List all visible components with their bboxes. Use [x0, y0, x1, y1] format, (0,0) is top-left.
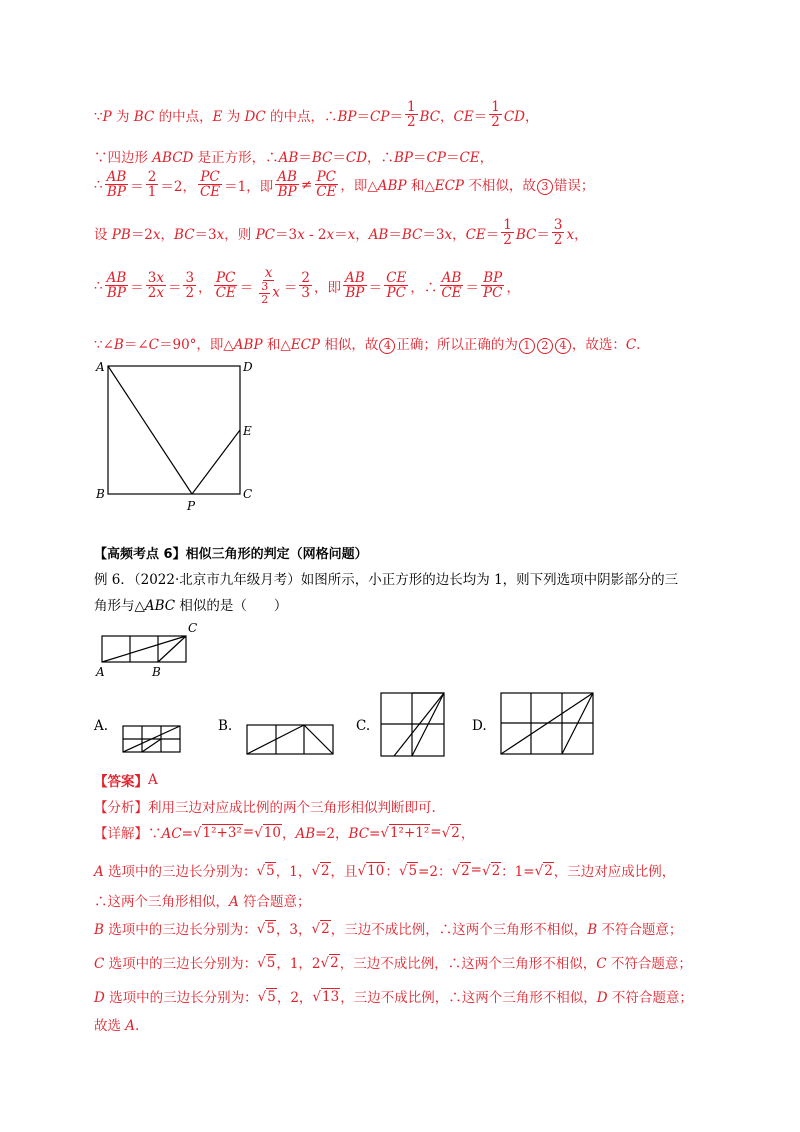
question-line-1: 例 6．（2022·北京市九年级月考）如图所示，小正方形的边长均为 1，则下列选项中阴影部分的三	[94, 572, 679, 588]
label-C: C	[243, 487, 253, 501]
fraction-half: $\frac{1}{2}$	[491, 99, 500, 131]
option-a-conclusion: ∴这两个三角形相似，A 符合题意；	[94, 894, 311, 910]
option-c-figure[interactable]	[380, 692, 446, 758]
label-B: B	[96, 487, 105, 501]
label-A: A	[96, 665, 105, 679]
label-P: P	[187, 499, 196, 513]
answer-line: 【答案】 A	[94, 772, 158, 790]
grid-figure-abc	[94, 618, 204, 680]
option-c-analysis: C 选项中的三边长分别为： √ 5 ，1，2 √ 2 ，三边不成比例，∴这两个三角形不相似，C 不符合题意；	[94, 954, 692, 972]
option-b-figure[interactable]	[246, 724, 336, 756]
label-C: C	[188, 621, 198, 635]
final-choice: 故选 A.	[94, 1018, 140, 1034]
option-a-label[interactable]: A.	[94, 718, 109, 734]
option-b-label[interactable]: B.	[218, 718, 233, 734]
option-a-analysis: A 选项中的三边长分别为： √ 5 ，1， √ 2 ，且 √ 10 ： √ 5 =2： √ 2 = √ 2 ：1= √ 2 ，三边对应成比例，	[94, 862, 676, 880]
label-E: E	[243, 424, 252, 438]
option-d-label[interactable]: D.	[472, 718, 487, 734]
option-c-label[interactable]: C.	[356, 718, 371, 734]
question-line-2: 角形与△ABC 相似的是（ ）	[94, 598, 288, 614]
solution-line-6: ∵∠B＝∠C＝90°，即△ABP 和△ECP 相似，故 4 正确；所以正确的为 1 2 4 ，故选：C.	[94, 337, 641, 353]
square-figure	[94, 358, 264, 514]
label-A: A	[96, 360, 105, 374]
detail-line: 【详解】∵AC= √ 1²+3² = √ 10 ，AB=2，BC= √ 1²+1² = √ 2 ，	[94, 824, 475, 842]
label-D: D	[243, 360, 253, 374]
solution-line-3: ∴ $\frac{AB}{BP}$ ＝ $\frac{2}{1}$ ＝2， $\frac{PC}{CE}$ ＝1，即 $\frac{AB}{BP}$ ≠ $\frac{PC}{CE}$ ，即△ABP 和△ECP 不相似，故 3 错误；	[94, 169, 595, 201]
option-d-analysis: D 选项中的三边长分别为： √ 5 ，2， √ 13 ，三边不成比例，∴这两个三角形不相似，D 不符合题意；	[94, 988, 693, 1006]
solution-line-1: ∵P 为 BC 的中点，E 为 DC 的中点，∴BP＝CP＝ $\frac{1}{2}$ BC，CE＝ $\frac{1}{2}$ CD，	[94, 99, 539, 131]
label-B: B	[152, 665, 161, 679]
option-b-analysis: B 选项中的三边长分别为： √ 5 ，3， √ 2 ，三边不成比例，∴这两个三角形不相似，B 不符合题意；	[94, 920, 683, 938]
option-a-figure[interactable]	[122, 724, 182, 754]
section-heading: 【高频考点 6】相似三角形的判定（网格问题）	[94, 547, 368, 562]
analysis-line: 【分析】 利用三边对应成比例的两个三角形相似判断即可.	[94, 800, 436, 816]
option-d-figure[interactable]	[500, 692, 596, 756]
solution-line-2: ∵四边形 ABCD 是正方形，∴AB＝BC＝CD，∴BP＝CP＝CE，	[94, 150, 494, 166]
solution-line-5: ∴ $\frac{AB}{BP}$ ＝ $\frac{3x}{2x}$ ＝ $\frac{3}{2}$ ， $\frac{PC}{CE}$ ＝ x $\frac{3}{2}$ x ＝ $\frac{2}{3}$ ，即 $\frac{AB}{BP}$ ＝ $\frac{CE}{PC}$ ，∴ $\frac{AB}{CE}$ ＝ $\frac{BP}{PC}$ ，	[94, 265, 520, 306]
fraction-half: $\frac{1}{2}$	[406, 99, 416, 131]
solution-line-4: 设 PB＝2x，BC＝3x，则 PC＝3x - 2x＝x，AB＝BC＝3x，CE＝ $\frac{1}{2}$ BC＝ $\frac{3}{2}$ x，	[94, 217, 588, 249]
